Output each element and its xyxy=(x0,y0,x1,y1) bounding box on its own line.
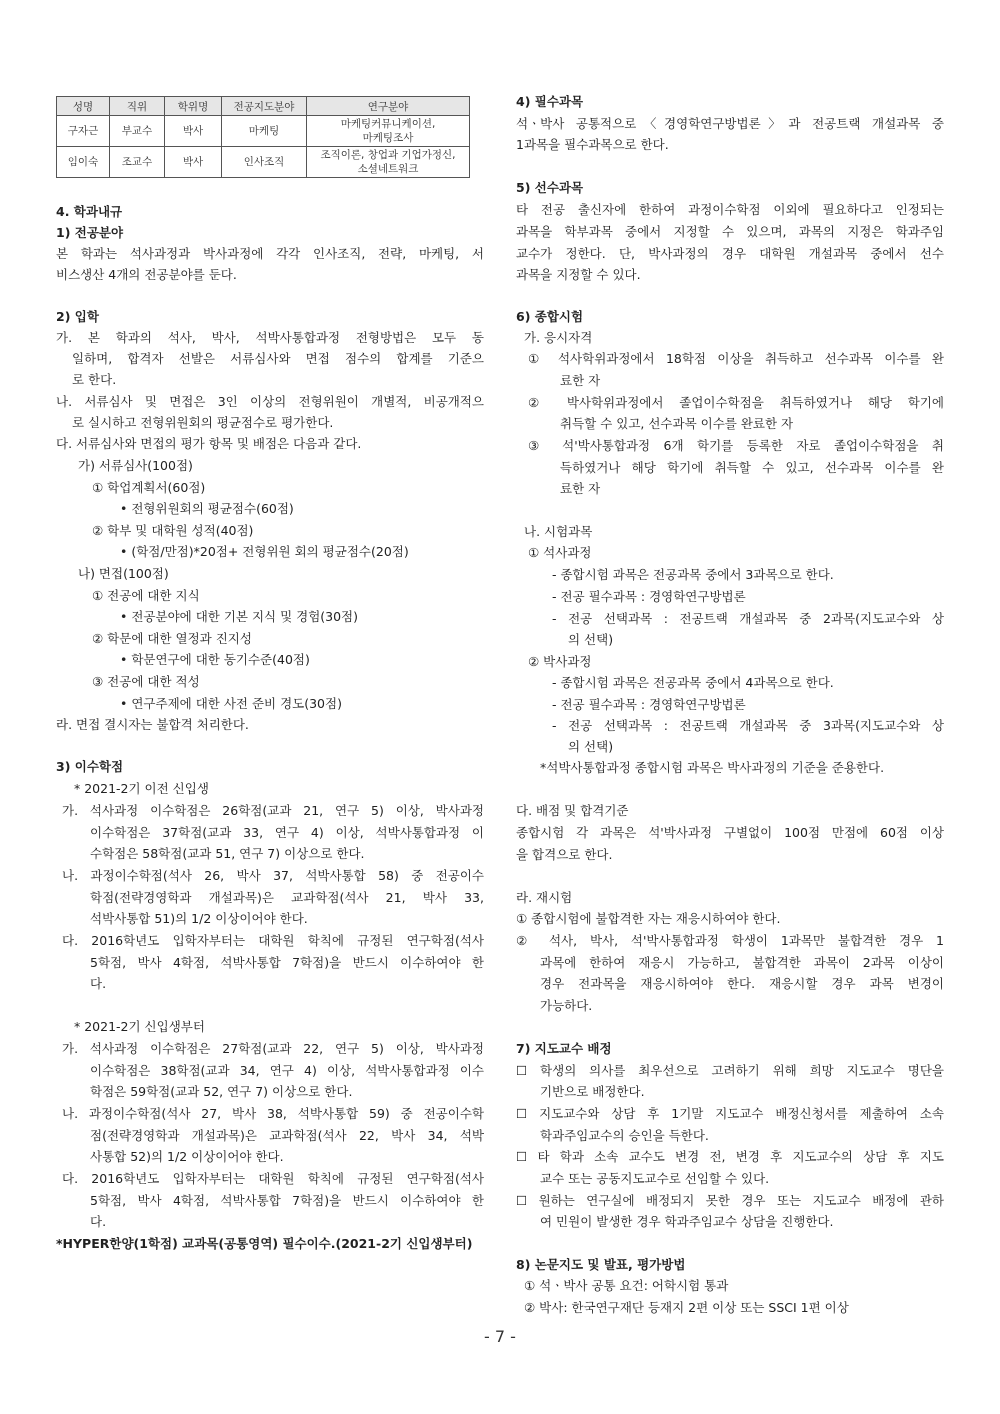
text-line: 이수학점은 38학점(교과 34, 연구 4) 이상, 석박사통합과정 이수 xyxy=(90,1063,484,1078)
table-row xyxy=(57,116,470,147)
text-line: 학점은 59학점(교과 52, 연구 7) 이상으로 한다. xyxy=(90,1084,353,1099)
text-line: 나. 시험과목 xyxy=(524,524,593,539)
text-line: 과목을 지정할 수 있다. xyxy=(516,267,641,282)
text-line: ③ 전공에 대한 적성 xyxy=(92,674,200,689)
text-line: * 2021-2기 이전 신입생 xyxy=(74,781,209,796)
text-line: 득하였거나 해당 학기에 취득할 수 있고, 선수과목 이수를 완 xyxy=(560,460,944,475)
text-line: 가) 서류심사(100점) xyxy=(78,458,193,473)
text-line: 석ㆍ박사 공통적으로〈경영학연구방법론〉과 전공트랙 개설과목 중 xyxy=(516,116,944,131)
text-line: 경우 전과목을 재응시하여야 한다. 재응시할 경우 과목 변경이 xyxy=(540,976,944,991)
table-cell: 부교수 xyxy=(110,116,165,147)
table-cell: 박사 xyxy=(165,147,222,178)
text-line: - 종합시험 과목은 전공과목 중에서 3과목으로 한다. xyxy=(552,567,834,582)
text-line: - 전공 선택과목 : 전공트랙 개설과목 중 3과목(지도교수와 상 xyxy=(552,718,944,733)
text-line: ① 석사학위과정에서 18학점 이상을 취득하고 선수과목 이수를 완 xyxy=(528,351,944,366)
text-line: ② 학문에 대한 열정과 진지성 xyxy=(92,631,252,646)
text-line: 라. 면접 결시자는 불합격 처리한다. xyxy=(56,717,249,732)
text-line: • (학점/만점)*20점+ 전형위원 회의 평균점수(20점) xyxy=(120,544,409,559)
table-cell: 조교수 xyxy=(110,147,165,178)
text-line: - 전공 필수과목 : 경영학연구방법론 xyxy=(552,697,746,712)
text-line: 로 실시하고 전형위원회의 평균점수로 평가한다. xyxy=(72,415,334,430)
text-line: 기반으로 배정한다. xyxy=(540,1084,645,1099)
text-line: 을 합격으로 한다. xyxy=(516,847,613,862)
text-line: 취득할 수 있고, 선수과목 이수를 완료한 자 xyxy=(560,416,794,431)
text-line: • 전공분야에 대한 기본 지식 및 경험(30점) xyxy=(120,609,358,624)
section-heading: 8) 논문지도 및 발표, 평가방법 xyxy=(516,1257,686,1272)
text-line: ③ 석'박사통합과정 6개 학기를 등록한 자로 졸업이수학점을 취 xyxy=(528,438,944,453)
col-header-position: 직위 xyxy=(110,97,165,116)
text-line: 다. xyxy=(90,976,107,991)
text-line: 점(전략경영학과 개설과목)은 교과학점(석사 22, 박사 34, 석박 xyxy=(90,1128,484,1143)
text-line: 다. xyxy=(90,1214,107,1229)
text-line: * 2021-2기 신입생부터 xyxy=(74,1019,205,1034)
text-line: ② 박사학위과정에서 졸업이수학점을 취득하였거나 해당 학기에 xyxy=(528,395,944,410)
text-line: 가. 석사과정 이수학점은 26학점(교과 21, 연구 5) 이상, 박사과정 xyxy=(62,803,484,818)
text-line: 타 전공 출신자에 한하여 과정이수학점 이외에 필요하다고 인정되는 xyxy=(516,202,944,217)
col-header-name: 성명 xyxy=(57,97,110,116)
text-line: ① 석사과정 xyxy=(528,545,592,560)
text-line: 나. 과정이수학점(석사 26, 박사 37, 석박사통합 58) 중 전공이수 xyxy=(62,868,484,883)
text-line: 의 선택) xyxy=(568,632,614,647)
table-cell: 인사조직 xyxy=(222,147,307,178)
table-cell: 박사 xyxy=(165,116,222,147)
text-line: *석박사통합과정 종합시험 과목은 박사과정의 기준을 준용한다. xyxy=(540,760,885,775)
text-line: ① 석ㆍ박사 공통 요건: 어학시험 통과 xyxy=(524,1278,729,1293)
text-line: • 전형위원회의 평균점수(60점) xyxy=(120,501,294,516)
text-line: 교수 또는 공동지도교수로 선임할 수 있다. xyxy=(540,1171,770,1186)
text-line: 여 민원이 발생한 경우 학과주임교수 상담을 진행한다. xyxy=(540,1214,834,1229)
section-heading: 2) 입학 xyxy=(56,309,99,324)
text-line: ☐ 원하는 연구실에 배정되지 못한 경우 또는 지도교수 배정에 관하 xyxy=(516,1193,944,1208)
section-heading: 3) 이수학점 xyxy=(56,759,124,774)
col-header-research: 연구분야 xyxy=(307,97,470,116)
text-line: 수학점은 58학점(교과 51, 연구 7) 이상으로 한다. xyxy=(90,846,365,861)
text-line: ☐ 타 학과 소속 교수도 변경 전, 변경 후 지도교수의 상담 후 지도 xyxy=(516,1149,944,1164)
text-line: 사통합 52)의 1/2 이상이어야 한다. xyxy=(90,1149,284,1164)
table-cell: 마케팅 xyxy=(222,116,307,147)
text-line: 의 선택) xyxy=(568,739,614,754)
text-line: 과목에 한하여 재응시 가능하고, 불합격한 과목이 2과목 이상이 xyxy=(540,955,944,970)
text-line: ① 종합시험에 불합격한 자는 재응시하여야 한다. xyxy=(516,911,781,926)
text-line: ① 전공에 대한 지식 xyxy=(92,588,200,603)
text-line: 이수학점은 37학점(교과 33, 연구 4) 이상, 석박사통합과정 이 xyxy=(90,825,484,840)
text-line: 나) 면접(100점) xyxy=(78,566,169,581)
text-line: 가. 본 학과의 석사, 박사, 석박사통합과정 전형방법은 모두 동 xyxy=(56,330,484,345)
text-line: 가. 석사과정 이수학점은 27학점(교과 22, 연구 5) 이상, 박사과정 xyxy=(62,1041,484,1056)
text-line: 비스생산 4개의 전공분야를 둔다. xyxy=(56,267,237,282)
text-line: ② 학부 및 대학원 성적(40점) xyxy=(92,523,254,538)
col-header-degree: 학위명 xyxy=(165,97,222,116)
text-line: 5학점, 박사 4학점, 석박사통합 7학점)을 반드시 이수하여야 한 xyxy=(90,955,484,970)
col-header-major: 전공지도분야 xyxy=(222,97,307,116)
text-line: 종합시험 각 과목은 석'박사과정 구별없이 100점 만점에 60점 이상 xyxy=(516,825,944,840)
text-line: 료한 자 xyxy=(560,373,601,388)
text-line: 학점(전략경영학과 개설과목)은 교과학점(석사 21, 박사 33, xyxy=(90,890,484,905)
section-heading: 4) 필수과목 xyxy=(516,94,584,109)
text-line: • 연구주제에 대한 사전 준비 경도(30점) xyxy=(120,696,342,711)
text-line: 일하며, 합격자 선발은 서류심사와 면접 점수의 합계를 기준으 xyxy=(72,351,484,366)
text-line: 다. 배점 및 합격기준 xyxy=(516,803,629,818)
text-line: ☐ 학생의 의사를 최우선으로 고려하기 위해 희망 지도교수 명단을 xyxy=(516,1063,944,1078)
text-line: - 전공 선택과목 : 전공트랙 개설과목 중 2과목(지도교수와 상 xyxy=(552,611,944,626)
text-line: ② 박사: 한국연구재단 등재지 2편 이상 또는 SSCI 1편 이상 xyxy=(524,1300,849,1315)
section-heading: 5) 선수과목 xyxy=(516,180,584,195)
text-line: 라. 재시험 xyxy=(516,890,573,905)
table-cell: 조직이론, 창업과 기업가정신, 소셜네트워크 xyxy=(307,147,470,178)
page-number: - 7 - xyxy=(484,1327,516,1346)
section-heading: *HYPER한양(1학점) 교과목(공통영역) 필수이수.(2021-2기 신입생부터) xyxy=(56,1236,473,1251)
text-line: 나. 과정이수학점(석사 27, 박사 38, 석박사통합 59) 중 전공이수학 xyxy=(62,1106,484,1121)
section-heading: 7) 지도교수 배정 xyxy=(516,1041,612,1056)
table-cell: 구자근 xyxy=(57,116,110,147)
text-line: 5학점, 박사 4학점, 석박사통합 7학점)을 반드시 이수하여야 한 xyxy=(90,1193,484,1208)
text-line: ② 박사과정 xyxy=(528,654,592,669)
text-line: 가능하다. xyxy=(540,998,593,1013)
text-line: 로 한다. xyxy=(72,372,117,387)
text-line: 학과주임교수의 승인을 득한다. xyxy=(540,1128,709,1143)
text-line: 료한 자 xyxy=(560,481,601,496)
text-line: 과목을 학부과목 중에서 지정할 수 있으며, 과목의 지정은 학과주임 xyxy=(516,224,944,239)
text-line: 다. 2016학년도 입학자부터는 대학원 학칙에 규정된 연구학점(석사 xyxy=(62,1171,484,1186)
section-heading: 6) 종합시험 xyxy=(516,309,584,324)
table-cell: 임이숙 xyxy=(57,147,110,178)
section-heading: 4. 학과내규 xyxy=(56,204,123,219)
text-line: 본 학과는 석사과정과 박사과정에 각각 인사조직, 전략, 마케팅, 서 xyxy=(56,246,484,261)
text-line: ② 석사, 박사, 석'박사통합과정 학생이 1과목만 불합격한 경우 1 xyxy=(516,933,944,948)
table-cell: 마케팅커뮤니케이션, 마케팅조사 xyxy=(307,116,470,147)
text-line: 가. 응시자격 xyxy=(524,330,593,345)
section-heading: 1) 전공분야 xyxy=(56,225,124,240)
text-line: 석박사통합 51)의 1/2 이상이어야 한다. xyxy=(90,911,308,926)
text-line: 교수가 정한다. 단, 박사과정의 경우 대학원 개설과목 중에서 선수 xyxy=(516,246,944,261)
faculty-table xyxy=(56,96,470,178)
text-line: ① 학업계획서(60점) xyxy=(92,480,206,495)
text-line: • 학문연구에 대한 동기수준(40점) xyxy=(120,652,310,667)
text-line: 다. 서류심사와 면접의 평가 항목 및 배점은 다음과 같다. xyxy=(56,436,362,451)
text-line: - 종합시험 과목은 전공과목 중에서 4과목으로 한다. xyxy=(552,675,834,690)
text-line: - 전공 필수과목 : 경영학연구방법론 xyxy=(552,589,746,604)
text-line: 1과목을 필수과목으로 한다. xyxy=(516,137,669,152)
table-row xyxy=(57,147,470,178)
text-line: ☐ 지도교수와 상담 후 1기말 지도교수 배정신청서를 제출하여 소속 xyxy=(516,1106,944,1121)
text-line: 나. 서류심사 및 면접은 3인 이상의 전형위원이 개별적, 비공개적으 xyxy=(56,394,484,409)
text-line: 다. 2016학년도 입학자부터는 대학원 학칙에 규정된 연구학점(석사 xyxy=(62,933,484,948)
